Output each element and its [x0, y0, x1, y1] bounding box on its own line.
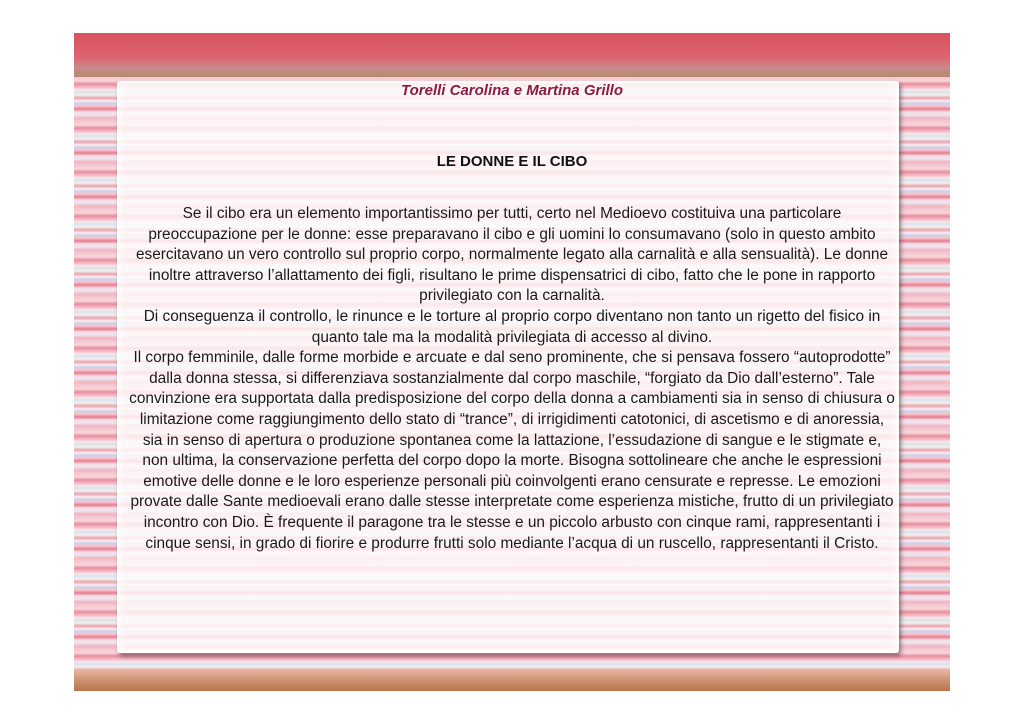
page-title: LE DONNE E IL CIBO: [436, 153, 588, 170]
slide-bottom-band: [74, 669, 950, 691]
paragraph-3: Il corpo femminile, dalle forme morbide e arcuate e dal seno prominente, che si pensava fossero “autoprodotte” dalla donna stessa, si differenziava sostanzialmente dal corpo maschile, “forgiato da Dio dall’esterno”. Tale convinzione era supportata dalla predisposizione del corpo della donna a cambiamenti sia in senso di chiusura o limitazione come raggiungimento dello stato di “trance”, di irrigidimenti catotonici, di ascetismo e di anoressia, sia in senso di apertura o produzione spontanea come la lattazione, l’essudazione di sangue e le stigmate e, non ultima, la conservazione perfetta del corpo dopo la morte. Bisogna sottolineare che anche le espressioni emotive delle donne e le loro esperienze personali più coinvolgenti erano censurate e represse. Le emozioni provate dalle Sante medioevali erano dalle stesse interpretate come esperienza mistiche, frutto di un privilegiato incontro con Dio. È frequente il paragone tra le stesse e un piccolo arbusto con cinque rami, rappresentanti i cinque sensi, in grado di fiorire e produrre frutti solo mediante l’acqua di un ruscello, rappresentanti il Cristo.: [129, 349, 895, 552]
paragraph-1: Se il cibo era un elemento importantissimo per tutti, certo nel Medioevo costituiva una particolare preoccupazione per le donne: esse preparavano il cibo e gli uomini lo consumavano (solo in questo ambito esercitavano un vero controllo sul proprio corpo, normalmente legato alla carnalità e alla sensualità). Le donne inoltre attraverso l’allattamento dei figli, risultano le prime dispensatrici di cibo, fatto che le pone in rapporto privilegiato con la carnalità.: [135, 205, 888, 305]
paragraph-2: Di conseguenza il controllo, le rinunce e le torture al proprio corpo diventano non tanto un rigetto del fisico in quanto tale ma la modalità privilegiata di accesso al divino.: [143, 307, 881, 346]
body-text: [128, 204, 896, 554]
authors-heading: Torelli Carolina e Martina Grillo: [401, 82, 623, 99]
